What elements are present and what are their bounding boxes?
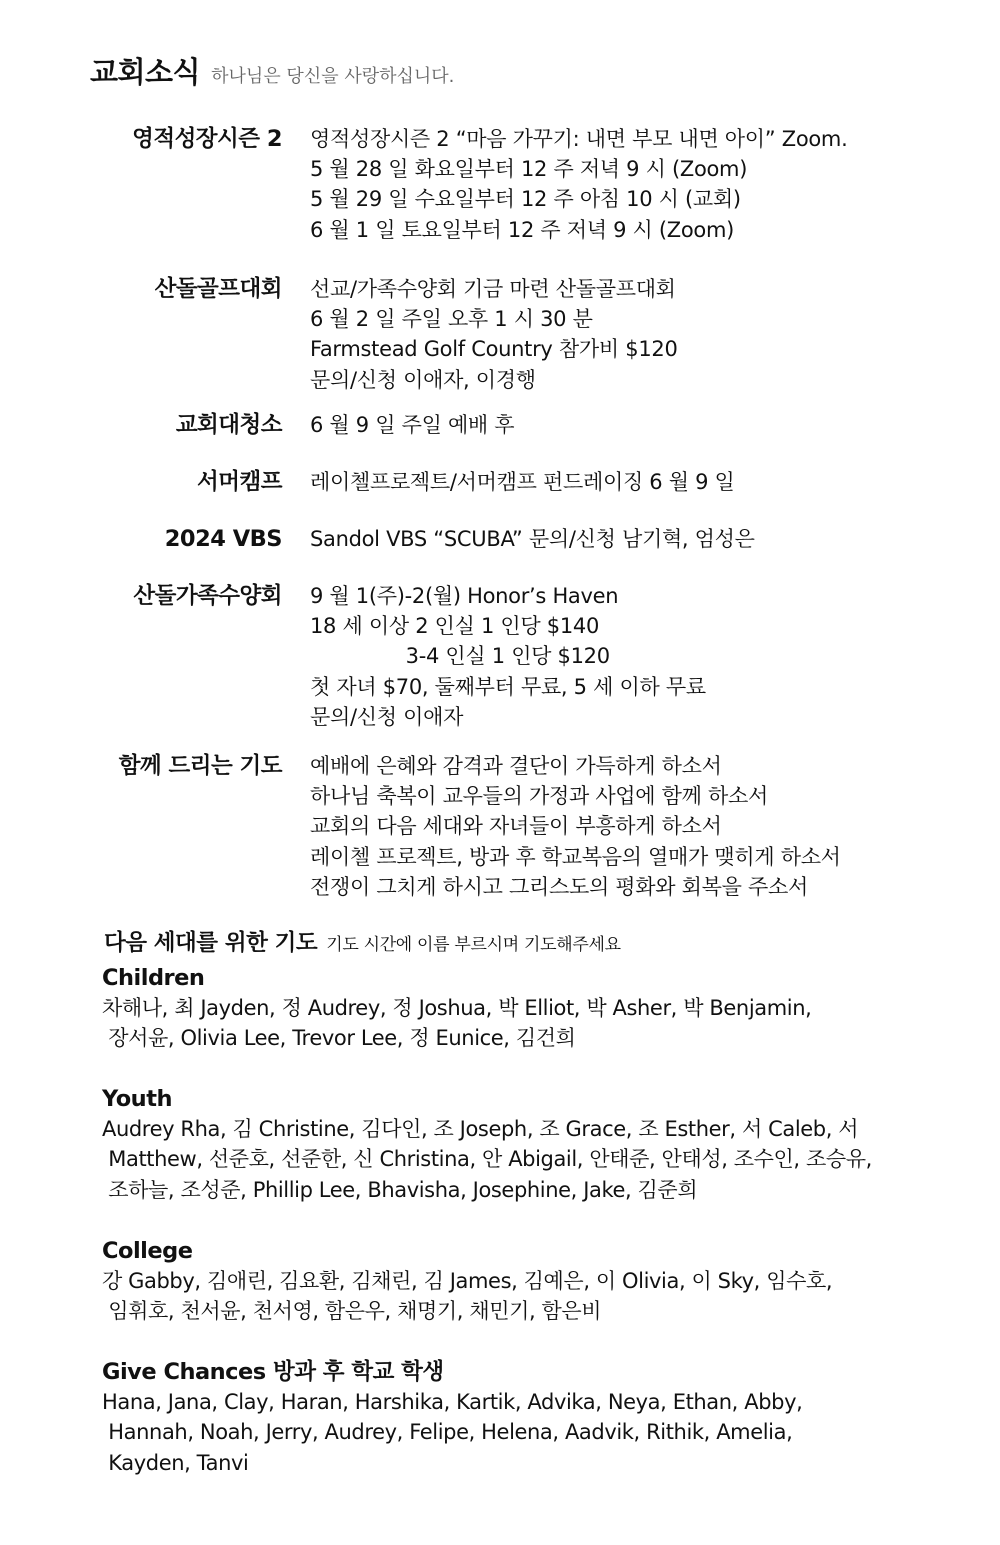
group-names-line: 강 Gabby, 김애린, 김요환, 김채린, 김 James, 김예은, 이 Olivia, 이 Sky, 임수호, (102, 1269, 833, 1293)
page-title: 교회소식 (90, 55, 201, 89)
group-names-line: Audrey Rha, 김 Christine, 김다인, 조 Joseph, 조 Grace, 조 Esther, 서 Caleb, 서 (102, 1117, 859, 1141)
announcement-body (310, 524, 980, 554)
prayer-group-youth (102, 1084, 962, 1205)
group-names-line: 장서윤, Olivia Lee, Trevor Lee, 정 Eunice, 김건희 (102, 1026, 576, 1051)
announcement-body (310, 467, 980, 497)
announcement-line: 문의/신청 이애자 (310, 704, 464, 729)
announcement-line: 5 월 28 일 화요일부터 12 주 저녁 9 시 (Zoom) (310, 157, 748, 182)
announcement-line: 전쟁이 그치게 하시고 그리스도의 평화와 회복을 주소서 (310, 874, 808, 899)
announcement-label: 영적성장시즌 2 (132, 126, 282, 152)
announcement-label: 서머캠프 (197, 469, 282, 495)
announcement-line: 교회의 다음 세대와 자녀들이 부흥하게 하소서 (310, 814, 722, 839)
announcement-line: 첫 자녀 $70, 둘째부터 무료, 5 세 이하 무료 (310, 674, 706, 699)
announcement-label: 함께 드리는 기도 (118, 753, 282, 779)
announcement-line: 9 월 1(주)-2(월) Honor’s Haven (310, 584, 619, 608)
prayer-group-children (102, 963, 962, 1054)
announcement-line: 레이첼프로젝트/서머캠프 펀드레이징 6 월 9 일 (310, 470, 735, 494)
announcement-line: 예배에 은혜와 감격과 결단이 가득하게 하소서 (310, 754, 722, 778)
announcement-line: 레이첼 프로젝트, 방과 후 학교복음의 열매가 맺히게 하소서 (310, 844, 841, 869)
announcement-line: Farmstead Golf Country 참가비 $120 (310, 337, 678, 362)
announcement-label: 2024 VBS (164, 526, 282, 552)
group-names-line: Hana, Jana, Clay, Haran, Harshika, Kartik, Advika, Neya, Ethan, Abby, (102, 1390, 803, 1414)
group-names-line: Hannah, Noah, Jerry, Audrey, Felipe, Helena, Aadvik, Rithik, Amelia, (102, 1420, 793, 1445)
group-names-line: 조하늘, 조성준, Phillip Lee, Bhavisha, Josephine, Jake, 김준희 (102, 1177, 698, 1202)
announcement-line: 선교/가족수양회 기금 마련 산돌골프대회 (310, 277, 676, 301)
group-title: Children (102, 965, 205, 991)
announcement-body (310, 410, 980, 440)
announcement-line: 문의/신청 이애자, 이경행 (310, 367, 536, 392)
group-names-line: 임휘호, 천서윤, 천서영, 함은우, 채명기, 채민기, 함은비 (102, 1299, 602, 1324)
prayer-group-give-chances (102, 1357, 962, 1478)
group-title: Give Chances 방과 후 학교 학생 (102, 1359, 444, 1385)
announcement-line: 3-4 인실 1 인당 $120 (310, 644, 610, 669)
announcement-line: 6 월 9 일 주일 예배 후 (310, 413, 515, 437)
group-names-line: Kayden, Tanvi (102, 1450, 249, 1475)
announcement-label: 산돌가족수양회 (133, 583, 282, 609)
announcement-line: 18 세 이상 2 인실 1 인당 $140 (310, 614, 600, 639)
prayer-group-college (102, 1236, 962, 1327)
announcement-label: 산돌골프대회 (154, 276, 282, 302)
announcement-body (310, 581, 980, 732)
announcement-line: 6 월 2 일 주일 오후 1 시 30 분 (310, 307, 593, 332)
group-names-line: Matthew, 선준호, 선준한, 신 Christina, 안 Abigail, 안태준, 안태성, 조수인, 조승유, (102, 1147, 872, 1172)
next-generation-header (104, 925, 621, 957)
announcement-line: 6 월 1 일 토요일부터 12 주 저녁 9 시 (Zoom) (310, 217, 735, 242)
group-names-line: 차해나, 최 Jayden, 정 Audrey, 정 Joshua, 박 Elliot, 박 Asher, 박 Benjamin, (102, 996, 812, 1020)
announcement-body (310, 124, 980, 245)
announcement-line: 영적성장시즌 2 “마음 가꾸기: 내면 부모 내면 아이” Zoom. (310, 127, 848, 151)
group-title: Youth (102, 1086, 172, 1112)
page-header (90, 50, 454, 91)
announcement-label: 교회대청소 (175, 412, 282, 438)
page-subtitle: 하나님은 당신을 사랑하십니다. (211, 66, 455, 87)
announcement-line: 5 월 29 일 수요일부터 12 주 아침 10 시 (교회) (310, 187, 741, 212)
announcement-line: 하나님 축복이 교우들의 가정과 사업에 함께 하소서 (310, 784, 768, 809)
group-title: College (102, 1238, 193, 1264)
announcement-body (310, 751, 980, 902)
next-generation-note: 기도 시간에 이름 부르시며 기도해주세요 (326, 935, 621, 955)
next-generation-title: 다음 세대를 위한 기도 (104, 930, 318, 956)
announcement-body (310, 274, 980, 395)
announcement-line: Sandol VBS “SCUBA” 문의/신청 남기혁, 엄성은 (310, 527, 755, 551)
